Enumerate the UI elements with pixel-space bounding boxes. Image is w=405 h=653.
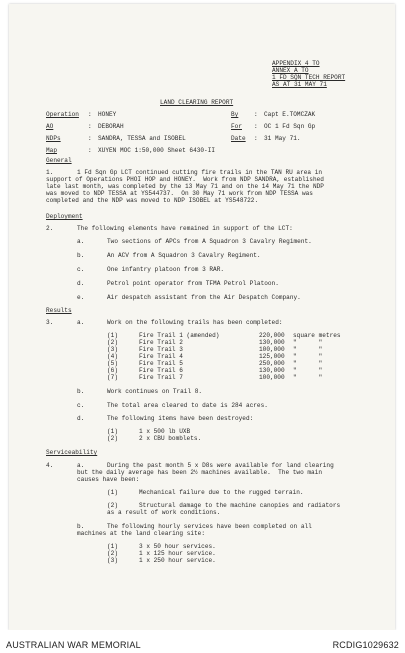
cause-text: Structural damage to the machine canopies and radiators	[139, 502, 341, 509]
service-num: (2)	[107, 550, 118, 557]
trail-name: Fire Trail 7	[139, 374, 183, 381]
trail-area: 130,000	[259, 339, 285, 346]
footer-record-id: RCDIG1029632	[332, 640, 399, 650]
results-d-text: The following items have been destroyed:	[107, 415, 254, 422]
trail-name: Fire Trail 4	[139, 353, 183, 360]
trail-unit: " "	[293, 374, 323, 381]
deployment-num: 2.	[46, 225, 54, 232]
results-c-letter: c.	[77, 402, 85, 409]
trail-name: Fire Trail 2	[139, 339, 183, 346]
trail-area: 130,000	[259, 367, 285, 374]
trail-name: Fire Trail 1 (amended)	[139, 332, 220, 339]
appendix-line-1: APPENDIX 4 TO	[272, 60, 320, 67]
deployment-letter: a.	[77, 238, 85, 245]
serviceability-b-letter: b.	[77, 523, 85, 530]
deployment-letter: c.	[77, 266, 85, 273]
map-label: Map	[46, 147, 57, 154]
trail-unit: " "	[293, 346, 323, 353]
trail-num: (7)	[107, 374, 118, 381]
general-heading: General	[46, 157, 72, 164]
trail-name: Fire Trail 5	[139, 360, 183, 367]
trail-area: 100,000	[259, 346, 285, 353]
date-label: Date	[231, 135, 246, 142]
cause-text: Mechanical failure due to the rugged terrain.	[139, 489, 304, 496]
trail-num: (5)	[107, 360, 118, 367]
service-num: (1)	[107, 543, 118, 550]
operation-value: HONEY	[98, 111, 117, 118]
general-line-5: completed and the NDP was moved to NDP ISOBEL at YS548722.	[46, 197, 259, 204]
destroyed-num: (1)	[107, 428, 118, 435]
serviceability-a-line-1: During the past month 5 x D8s were available for land clearing	[107, 462, 334, 469]
serviceability-heading: Serviceability	[46, 449, 98, 456]
deployment-item: Petrol point operator from TFMA Petrol Platoon.	[107, 280, 279, 287]
by-label: By	[231, 111, 239, 118]
deployment-intro: The following elements have remained in support of the LCT:	[77, 225, 293, 232]
results-heading: Results	[46, 307, 72, 314]
trail-name: Fire Trail 6	[139, 367, 183, 374]
appendix-line-2: ANNEX A TO	[272, 67, 309, 74]
service-num: (3)	[107, 557, 118, 564]
serviceability-a-letter: a.	[77, 462, 85, 469]
deployment-letter: b.	[77, 252, 85, 259]
destroyed-item: 1 x 500 lb UXB	[139, 428, 191, 435]
appendix-line-4: AS AT 31 MAY 71	[272, 81, 327, 88]
general-line-2: support of Operations PHOI HOP and HONEY. Work from NDP SANDRA, established	[46, 176, 324, 183]
results-d-letter: d.	[77, 415, 85, 422]
results-b-letter: b.	[77, 388, 85, 395]
ao-label: AO	[46, 123, 54, 130]
trail-num: (6)	[107, 367, 118, 374]
service-item: 1 x 125 hour service.	[139, 550, 216, 557]
trail-unit: " "	[293, 339, 323, 346]
trail-num: (1)	[107, 332, 118, 339]
service-item: 3 x 50 hour services.	[139, 543, 216, 550]
map-value: XUYEN MOC 1:50,000 Sheet 6430-II	[98, 147, 216, 154]
deployment-heading: Deployment	[46, 213, 83, 220]
general-line-1: 1 Fd Sqn Gp LCT continued cutting fire trails in the TAN RU area in	[77, 169, 323, 176]
trail-unit: " "	[293, 367, 323, 374]
results-num: 3.	[46, 319, 54, 326]
date-value: 31 May 71.	[264, 135, 301, 142]
results-a-letter: a.	[77, 319, 85, 326]
service-item: 1 x 250 hour service.	[139, 557, 216, 564]
ndps-label: NDPs	[46, 135, 61, 142]
trail-unit: " "	[293, 360, 323, 367]
trail-area: 125,000	[259, 353, 285, 360]
document-page: APPENDIX 4 TO ANNEX A TO 1 FD SQN TECH REPORT AS AT 31 MAY 71 LAND CLEARING REPORT Operation : HONEY AO : DEBORAH NDPs : SANDRA, TESSA and ISOBEL Map : XUYEN MOC 1:50,000 Sheet 6430-II By : Capt E.TOMCZAK For : OC 1 Fd Sqn Gp Date : 31 May 71. General 1. 1 Fd Sqn Gp LCT continued cutting fire trails in the TAN RU area in support of Operations PHOI HOP and HONEY. Work from NDP SANDRA, established late last month, was completed by the 13 May 71 and on the 14 May 71 the NDP was moved to NDP TESSA at YS544737. On 30 May 71 work from NDP TESSA was completed and the NDP was moved to NDP ISOBEL at YS548722. Deployment 2. The following elements have remained in support of the LCT: a. Two sections of APCs from A Squadron 3 Cavalry Regiment. b. An ACV from A Squadron 3 Cavalry Regiment. c. One infantry platoon from 3 RAR. d. Petrol point operator from TFMA Petrol Platoon. e. Air despatch assistant from the Air Despatch Company. Results 3. a. Work on the following trails has been completed: (1) Fire Trail 1 (amended) 220,000 square metres (2) Fire Trail 2 130,000 " " (3) Fire Trail 3 100,000 " " (4) Fire Trail 4 125,000 " " (5) Fire Trail 5 250,000 " " (6) Fire Trail 6 130,000 " " (7) Fire Trail 7 100,000 " " b. Work continues on Trail 8. c. The total area cleared to date is 284 acres. d. The following items have been destroyed: (1) 1 x 500 lb UXB (2) 2 x CBU bomblets. Serviceability 4. a. During the past month 5 x D8s were available for land clearing but the daily average has been 2½ machines available. The two main causes have been: (1) Mechanical failure due to the rugged terrain. (2) Structural damage to the machine canopies and radiators as a result of work conditions. b. The following hourly services have been completed on all machines at the land clearing site: (1) 3 x 50 hour services. (2) 1 x 125 hour service. (3) 1 x 250 hour service.	[9, 4, 395, 630]
deployment-item: An ACV from A Squadron 3 Cavalry Regiment.	[107, 252, 261, 259]
deployment-item: One infantry platoon from 3 RAR.	[107, 266, 225, 273]
deployment-letter: e.	[77, 294, 85, 301]
for-label: For	[231, 123, 242, 130]
archive-footer	[0, 630, 405, 653]
trail-area: 220,000	[259, 332, 285, 339]
trail-name: Fire Trail 3	[139, 346, 183, 353]
serviceability-num: 4.	[46, 462, 54, 469]
trail-num: (4)	[107, 353, 118, 360]
serviceability-a-line-2: but the daily average has been 2½ machines available. The two main	[77, 469, 323, 476]
trail-unit: " "	[293, 353, 323, 360]
footer-source: AUSTRALIAN WAR MEMORIAL	[6, 640, 141, 650]
cause-num: (1)	[107, 489, 118, 496]
for-value: OC 1 Fd Sqn Gp	[264, 123, 316, 130]
trail-num: (3)	[107, 346, 118, 353]
deployment-item: Two sections of APCs from A Squadron 3 Cavalry Regiment.	[107, 238, 312, 245]
general-line-4: was moved to NDP TESSA at YS544737. On 30 May 71 work from NDP TESSA was	[46, 190, 313, 197]
serviceability-a-line-3: causes have been:	[77, 476, 140, 483]
trail-unit: square metres	[293, 332, 341, 339]
results-a-text: Work on the following trails has been completed:	[107, 319, 283, 326]
report-title: LAND CLEARING REPORT	[160, 99, 234, 106]
general-line-3: late last month, was completed by the 13 May 71 and on the 14 May 71 the NDP	[46, 183, 324, 190]
by-value: Capt E.TOMCZAK	[264, 111, 316, 118]
ao-value: DEBORAH	[98, 123, 124, 130]
deployment-letter: d.	[77, 280, 85, 287]
results-b-text: Work continues on Trail 8.	[107, 388, 203, 395]
destroyed-item: 2 x CBU bomblets.	[139, 435, 202, 442]
trail-area: 250,000	[259, 360, 285, 367]
trail-area: 100,000	[259, 374, 285, 381]
results-c-text: The total area cleared to date is 284 acres.	[107, 402, 268, 409]
serviceability-b-line-2: machines at the land clearing site:	[77, 530, 205, 537]
ndps-value: SANDRA, TESSA and ISOBEL	[98, 135, 186, 142]
cause-text: as a result of work conditions.	[107, 509, 221, 516]
deployment-item: Air despatch assistant from the Air Despatch Company.	[107, 294, 301, 301]
cause-num: (2)	[107, 502, 118, 509]
general-num: 1.	[46, 169, 54, 176]
operation-label: Operation	[46, 111, 79, 118]
appendix-line-3: 1 FD SQN TECH REPORT	[272, 74, 346, 81]
trail-num: (2)	[107, 339, 118, 346]
destroyed-num: (2)	[107, 435, 118, 442]
serviceability-b-line-1: The following hourly services have been completed on all	[107, 523, 312, 530]
